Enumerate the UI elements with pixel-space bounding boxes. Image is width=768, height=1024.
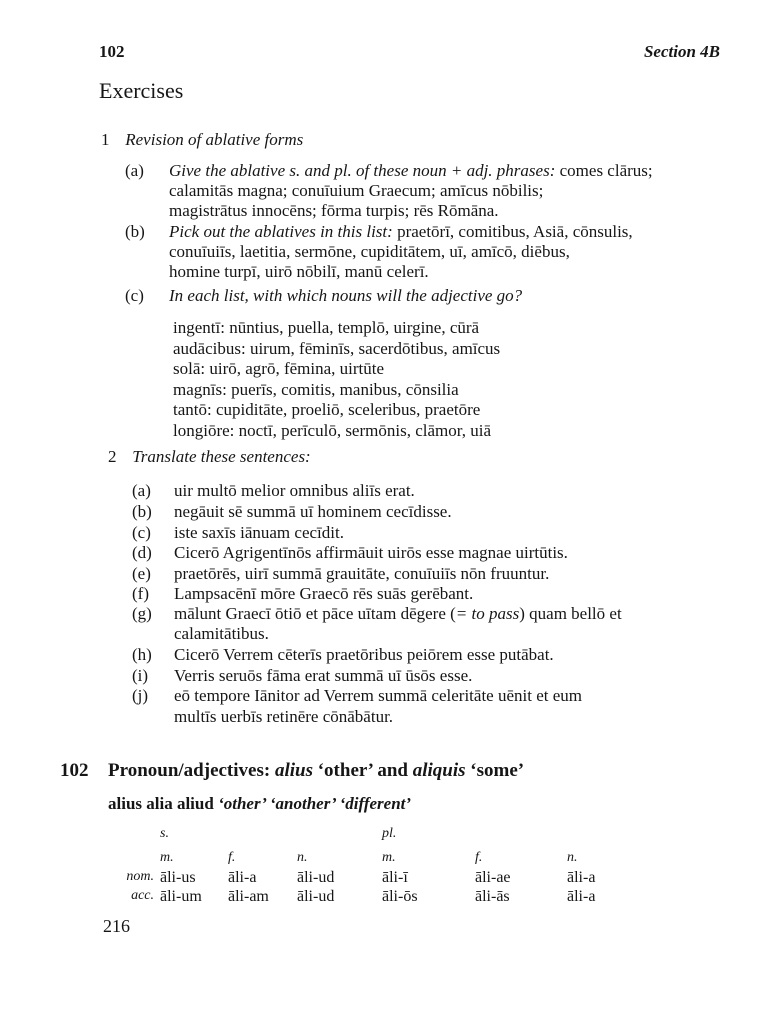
sentence-text-start: mālunt Graecī ōtiō et pāce uītam dēgere (: [174, 604, 456, 623]
item-label: (b): [125, 222, 145, 241]
gender-header: f.: [228, 850, 236, 865]
sentence-text: [174, 604, 622, 624]
item-instruction: Pick out the ablatives in this list:: [169, 222, 393, 241]
sentence-text: iste saxīs iānuam cecīdit.: [174, 523, 344, 542]
sentence-list: [132, 481, 732, 741]
item-label: (c): [132, 523, 151, 542]
item-label: (f): [132, 584, 149, 603]
page-heading: Exercises: [99, 78, 184, 103]
item-text: praetōrī, comitibus, Asiā, cōnsulis,: [397, 222, 633, 241]
number-plural: pl.: [382, 826, 397, 841]
item-label: (d): [132, 543, 152, 562]
case-label: acc.: [131, 888, 154, 903]
case-label: nom.: [126, 869, 154, 884]
exercise-1-heading: [101, 130, 303, 150]
item-text: homine turpī, uirō nōbilī, manū celerī.: [169, 262, 429, 281]
section-number: 102: [60, 760, 89, 781]
item-text: magistrātus innocēns; fōrma turpis; rēs Rōmāna.: [169, 201, 499, 220]
table-cell: āli-am: [228, 888, 269, 905]
exercise-title: Revision of ablative forms: [125, 130, 304, 149]
sentence-text: eō tempore Iānitor ad Verrem summā celeritāte uēnit et eum: [174, 686, 582, 705]
gender-header: n.: [297, 850, 308, 865]
item-instruction: Give the ablative s. and pl. of these noun + adj. phrases:: [169, 161, 556, 180]
alius-forms-line: [108, 794, 411, 814]
item-label: (g): [132, 604, 152, 623]
sentence-text: uir multō melior omnibus aliīs erat.: [174, 481, 415, 500]
sentence-text: Cicerō Agrigentīnōs affirmāuit uirōs esse magnae uirtūtis.: [174, 543, 568, 562]
table-cell: āli-ōs: [382, 888, 418, 905]
list-item: ingentī: nūntius, puella, templō, uirgine, cūrā: [173, 318, 480, 337]
item-label: (a): [125, 161, 144, 180]
sentence-text: negāuit sē summā uī hominem cecīdisse.: [174, 502, 452, 521]
item-label: (e): [132, 564, 151, 583]
item-instruction-line: [169, 222, 633, 242]
list-item: tantō: cupiditāte, proeliō, sceleribus, praetōre: [173, 400, 481, 420]
item-text: calamitās magna; conuīuium Graecum; amīcus nōbilis;: [169, 181, 544, 200]
number-singular: s.: [160, 826, 169, 841]
item-text: comes clārus;: [559, 161, 653, 180]
item-label: (a): [132, 481, 151, 500]
exercise-title: Translate these sentences:: [132, 447, 311, 466]
gender-header: m.: [382, 850, 396, 865]
table-cell: āli-um: [160, 888, 202, 905]
exercise-2-heading: [108, 447, 311, 467]
table-cell: āli-ud: [297, 869, 335, 886]
sentence-text: Lampsacēnī mōre Graecō rēs suās gerēbant.: [174, 584, 474, 603]
table-cell: āli-us: [160, 869, 196, 886]
gender-header: n.: [567, 850, 578, 865]
item-label: (b): [132, 502, 152, 521]
list-item: longiōre: noctī, perīculō, sermōnis, clāmor, uiā: [173, 420, 491, 440]
item-label: (h): [132, 645, 152, 664]
footer-page-number: 216: [103, 916, 130, 936]
item-label: (i): [132, 666, 149, 685]
page-number: 102: [99, 42, 125, 61]
table-cell: āli-ī: [382, 869, 408, 886]
sentence-text: calamitātibus.: [174, 624, 269, 643]
table-cell: āli-ās: [475, 888, 510, 905]
item-instruction: In each list, with which nouns will the adjective go?: [169, 286, 523, 305]
table-cell: āli-ud: [297, 888, 335, 905]
exercise-number: 1: [101, 130, 110, 149]
gender-header: f.: [475, 850, 483, 865]
sentence-text: praetōrēs, uirī summā grauitāte, conuīuiīs nōn fruuntur.: [174, 564, 550, 583]
gender-header: m.: [160, 850, 174, 865]
alius-forms: alius alia aliud: [108, 794, 214, 813]
table-cell: āli-a: [567, 869, 596, 886]
table-cell: āli-a: [228, 869, 257, 886]
alius-glosses: ‘other’ ‘another’ ‘different’: [218, 794, 412, 813]
item-instruction-line: [169, 161, 653, 181]
sentence-text: multīs uerbīs retinēre cōnābātur.: [174, 707, 394, 726]
section-label: Section 4B: [643, 42, 720, 61]
sentence-text-end: ) quam bellō et: [519, 604, 622, 623]
exercise-1c: [125, 286, 725, 310]
list-item: solā: uirō, agrō, fēmina, uirtūte: [173, 359, 385, 379]
title-part: ‘other’ and: [317, 760, 408, 781]
item-text: conuīuiīs, laetitia, sermōne, cupiditātem, uī, amīcō, diēbus,: [169, 242, 570, 261]
gloss-italic: = to pass: [455, 604, 520, 623]
exercise-number: 2: [108, 447, 117, 466]
title-part: ‘some’: [470, 760, 525, 781]
list-item: audācibus: uirum, fēminīs, sacerdōtibus, amīcus: [173, 338, 501, 358]
section-title: [108, 760, 524, 782]
table-cell: āli-a: [567, 888, 596, 905]
title-word-aliquis: aliquis: [412, 760, 466, 781]
adjective-noun-lists: [173, 318, 500, 442]
title-word-alius: alius: [274, 760, 313, 781]
sentence-text: Verris seruōs fāma erat summā uī ūsōs esse.: [174, 666, 473, 685]
table-cell: āli-ae: [475, 869, 511, 886]
title-part: Pronoun/adjectives:: [108, 760, 271, 781]
item-label: (j): [132, 686, 149, 705]
item-label: (c): [125, 286, 144, 305]
sentence-text: Cicerō Verrem cēterīs praetōribus peiōrem esse putābat.: [174, 645, 554, 664]
declension-table: [0, 820, 768, 910]
list-item: magnīs: puerīs, comitis, manibus, cōnsilia: [173, 379, 459, 399]
